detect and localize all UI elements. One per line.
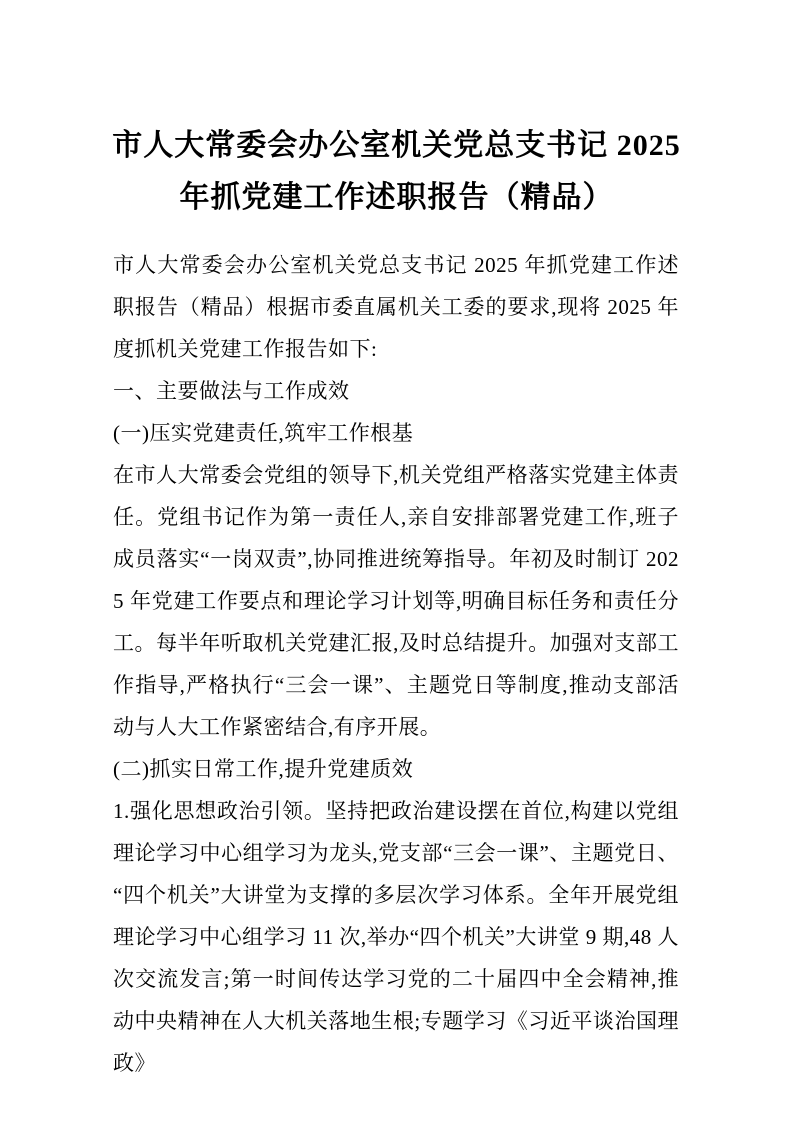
heading-section-1: 一、主要做法与工作成效	[113, 379, 350, 403]
paragraph-intro: 市人大常委会办公室机关党总支书记 2025 年抓党建工作述职报告（精品）根据市委直属机关工委的要求,现将 2025 年度抓机关党建工作报告如下:	[113, 253, 679, 361]
document-title	[90, 120, 703, 224]
title-line-1: 市人大常委会办公室机关党总支书记 2025	[112, 129, 681, 162]
title-line-2: 年抓党建工作述职报告（精品）	[179, 181, 614, 214]
paragraph-subsection-1-1: 在市人大常委会党组的领导下,机关党组严格落实党建主体责任。党组书记作为第一责任人,亲自安排部署党建工作,班子成员落实“一岗双责”,协同推进统筹指导。年初及时制订 2025 年党建工作要点和理论学习计划等,明确目标任务和责任分工。每半年听取机关党建汇报,及时总结提升。加强对支部工作指导,严格执行“三会一课”、主题党日等制度,推动支部活动与人大工作紧密结合,有序开展。	[113, 463, 679, 739]
heading-subsection-1-1: (一)压实党建责任,筑牢工作根基	[113, 421, 414, 445]
heading-subsection-1-2: (二)抓实日常工作,提升党建质效	[113, 757, 414, 781]
document-body	[113, 244, 679, 1084]
paragraph-subsection-1-2: 1.强化思想政治引领。坚持把政治建设摆在首位,构建以党组理论学习中心组学习为龙头,党支部“三会一课”、主题党日、“四个机关”大讲堂为支撑的多层次学习体系。全年开展党组理论学习中心组学习 11 次,举办“四个机关”大讲堂 9 期,48 人次交流发言;第一时间传达学习党的二十届四中全会精神,推动中央精神在人大机关落地生根;专题学习《习近平谈治国理政》	[113, 799, 679, 1075]
